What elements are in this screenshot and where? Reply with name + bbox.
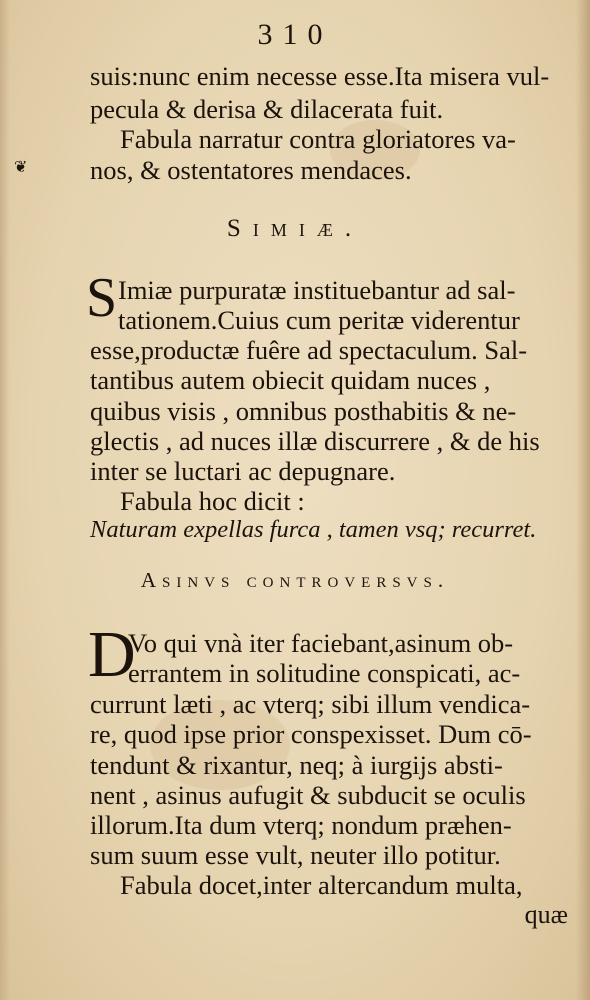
catchword: quæ xyxy=(524,900,568,929)
fable-heading: Asinvs controversvs. xyxy=(140,568,450,592)
text-line: tendunt & rixantur, neq; à iurgijs absti- xyxy=(90,750,503,780)
moral-line: Fabula docet,inter altercandum multa, xyxy=(120,870,523,900)
moral-intro: Fabula hoc dicit : xyxy=(120,486,305,516)
text-line: esse,productæ fuêre ad spectaculum. Sal- xyxy=(90,335,528,365)
text-line: re, quod ipse prior conspexisset. Dum cō- xyxy=(90,719,532,749)
drop-cap: D xyxy=(88,618,136,691)
text-line: errantem in solitudine conspicati, ac- xyxy=(128,658,521,688)
text-line: quibus visis , omnibus posthabitis & ne- xyxy=(90,396,517,426)
text-line: glectis , ad nuces illæ discurrere , & de his xyxy=(90,426,540,456)
text-line: tantibus autem obiecit quidam nuces , xyxy=(90,365,491,395)
text-line: pecula & derisa & dilacerata fuit. xyxy=(90,94,444,124)
text-line: tationem.Cuius cum peritæ viderentur xyxy=(118,305,520,335)
fable-heading: Simiæ. xyxy=(226,215,364,242)
text-line: suis:nunc enim necesse esse.Ita misera vul- xyxy=(90,61,550,91)
text-line: Vo qui vnà iter faciebant,asinum ob- xyxy=(128,628,514,658)
drop-cap: S xyxy=(86,267,118,329)
text-line: inter se luctari ac depugnare. xyxy=(90,456,396,486)
text-line: nent , asinus aufugit & subducit se oculis xyxy=(90,780,526,810)
text-line: Imiæ purpuratæ instituebantur ad sal- xyxy=(118,275,516,305)
page-number: 310 xyxy=(257,18,333,51)
text-line: sum suum esse vult, neuter illo potitur. xyxy=(90,840,501,870)
moral-line: nos, & ostentatores mendaces. xyxy=(90,155,412,185)
moral-line: Fabula narratur contra gloriatores va- xyxy=(120,124,516,154)
text-line: currunt læti , ac vterq; sibi illum vendica- xyxy=(90,689,531,719)
text-line: illorum.Ita dum vterq; nondum præhen- xyxy=(90,810,512,840)
margin-ornament-icon: ❦ xyxy=(14,157,28,176)
moral-line: Naturam expellas furca , tamen vsq; recurret. xyxy=(90,516,537,543)
